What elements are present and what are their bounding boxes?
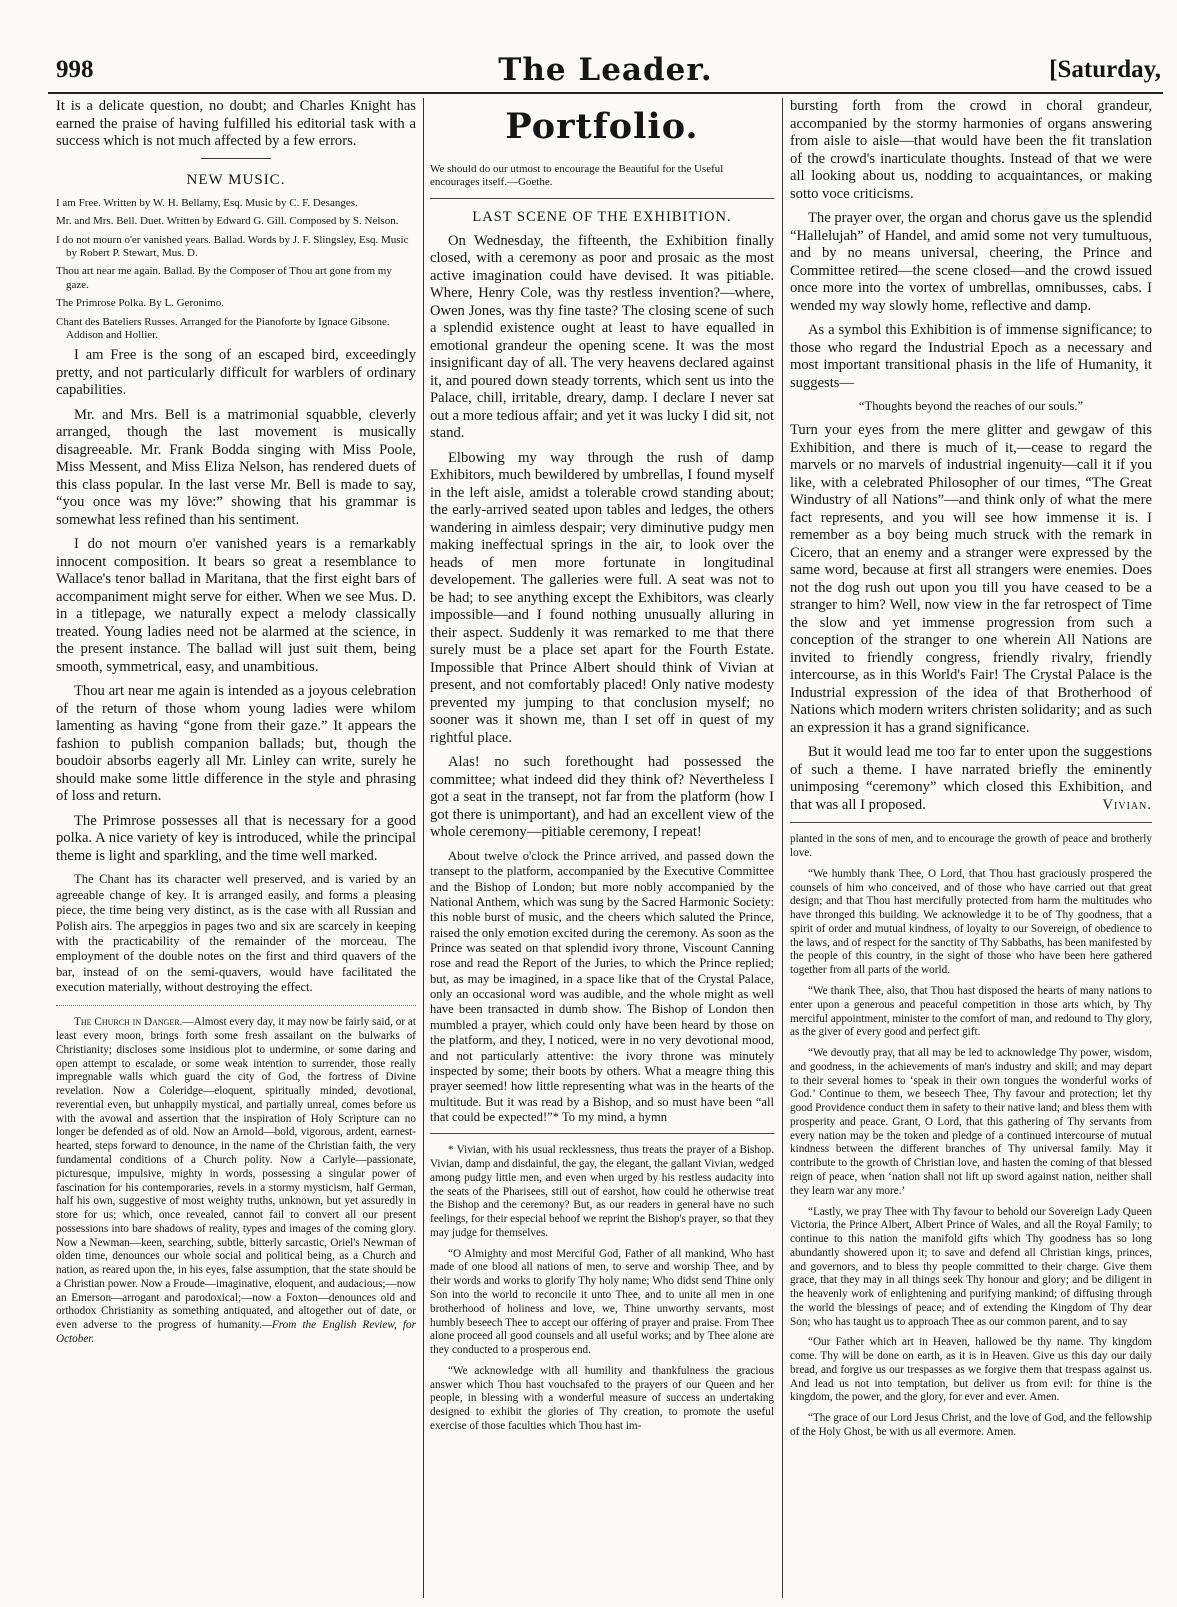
prayer-paragraph: “The grace of our Lord Jesus Christ, and the love of God, and the fellowship of the Holy Ghost, be with us all evermore. Amen. <box>790 1412 1152 1438</box>
column-divider <box>782 98 783 1598</box>
column-middle <box>430 98 774 1598</box>
masthead-bar <box>48 52 1163 94</box>
article-paragraph: Turn your eyes from the mere glitter and gewgaw of this Exhibition, and there is much of it,—cease to regard the marvels or no marvels of industrial ingenuity—call it if you like, with a celebrated Philosopher of our times, “The Great Windustry of all Nations”—and think only of what the mere fact represents, and you will see how immense it is. I remember as a boy being much struck with the remark in Cicero, that an enemy and a stranger were expressed by the same word, because at first all strangers were enemies. Does not the dog rush out upon you till you have ceased to be a stranger to him? Well, now view in the far retrospect of Time the slow and yet immense progression from such a conception of the stranger to one wherein All Nations are invited to friendly congress, friendly rivalry, friendly intercourse, as in this World's Fair! The Crystal Palace is the Industrial expression of the idea of that Brotherhood of Nations which modern writers christen solidarity; and as such an expression it has a grand significance. <box>790 422 1152 736</box>
column-left <box>56 98 416 1598</box>
column-right <box>790 98 1152 1598</box>
footnote-divider <box>430 1133 774 1134</box>
church-danger-source: —From the English Review, for October. <box>56 1319 416 1345</box>
column-divider <box>423 98 424 1598</box>
music-listing: The Primrose Polka. By L. Geronimo. <box>56 297 225 310</box>
intro-paragraph: It is a delicate question, no doubt; and Charles Knight has earned the praise of having fulfilled his editorial task with a success which is not much affected by a few errors. <box>56 98 416 149</box>
article-paragraph: On Wednesday, the fifteenth, the Exhibition finally closed, with a ceremony as poor and prosaic as the most active imagination could have devised. It was pitiable. Where, Henry Cole, was thy restless invention?—where, Owen Jones, was thy fine taste? The closing scene of such a splendid existence ought at least to have equalled in emotional grandeur the opening scene. It was the most insignificant day of all. The very heavens declared against it, and poured down steady torrents, which sent us into the Palace, chill, irritable, dreary, damp. I declare I never sat out a more tedious affair; and yet it was lucky I did sit, not stand. <box>430 232 774 442</box>
church-danger-lead: The Church in Danger. <box>74 1016 183 1029</box>
article-paragraph: Alas! no such forethought had possessed the committee; what indeed did they think of? Nevertheless I got a seat in the transept, not far from the platform (how I got there is unimportant), and had an excellent view of the whole ceremony—pitiable ceremony, I repeat! <box>430 754 774 841</box>
prayer-paragraph: “We acknowledge with all humility and thankfulness the gracious answer which Thou hast vouchsafed to the prayers of our Queen and her people, in blessing with a wonderful measure of success an undertaking designed to exhibit the glories of Thy creation, to promote the useful exercise of those faculties which Thou hast im- <box>430 1364 774 1432</box>
church-danger-paragraph <box>56 1016 416 1346</box>
footnote: * Vivian, with his usual recklessness, thus treats the prayer of a Bishop. Vivian, damp and disdainful, the gay, the elegant, the gallant Vivian, wedged among pudgy little men, and even when urged by his restless audacity into the seats of the Pharisees, still out of earshot, how could he otherwise treat the Bishop and the ceremony? But, as our readers in general have no such feelings, for their especial behoof we reprint the Bishop's prayer, so that they may judge for themselves. <box>430 1144 774 1239</box>
article-paragraph: But it would lead me too far to enter upon the suggestions of such a theme. I have narrated briefly the eminently unimposing “ceremony” which closed this Exhibition, and that was all I proposed. <box>790 744 1152 813</box>
verse-quote: “Thoughts beyond the reaches of our souls.” <box>858 399 1084 413</box>
article-paragraph: The prayer over, the organ and chorus gave us the splendid “Hallelujah” of Handel, and amid some not very tumultuous, and by no means universal, cheering, the Prince and Committee retired—the scene closed—and the crowd issued once more into the vortex of umbrellas, omnibusses, cabs. I wended my way slowly home, reflective and damp. <box>790 210 1152 314</box>
article-closing <box>790 744 1152 814</box>
prayer-paragraph: “O Almighty and most Merciful God, Father of all mankind, Who hast made of one blood all nations of men, to serve and worship Thee, and by their words and works to glorify Thy holy name; Who didst send Thine only Son into the world to reconcile it unto Thee, and to unite all men in one brotherhood of holiness and love, we, Thine unworthy servants, most humbly beseech Thee to accept our offering of prayer and praise. From Thee alone proceed all good counsels and all useful works; and by Thee alone are they conducted to a prosperous end. <box>430 1247 774 1357</box>
music-listing: Thou art near me again. Ballad. By the Composer of Thou art gone from my gaze. <box>56 265 392 291</box>
review-paragraph: Mr. and Mrs. Bell is a matrimonial squabble, cleverly arranged, though the last movement is musically disagreeable. Mr. Frank Bodda singing with Miss Poole, Miss Messent, and Miss Eliza Nelson, has rendered duets of this class popular. In the last verse Mr. Bell is made to say, “you once was my löve:” showing that his grammar is somewhat less refined than his sentiment. <box>56 406 416 528</box>
section-divider <box>790 822 1152 823</box>
music-listing: I do not mourn o'er vanished years. Ballad. Words by J. F. Slingsley, Esq. Music by Robert P. Stewart, Mus. D. <box>56 233 409 260</box>
prayer-paragraph: “Lastly, we pray Thee with Thy favour to behold our Sovereign Lady Queen Victoria, the Prince Albert, Albert Prince of Wales, and all the Royal Family; to continue to this nation the manifold gifts which Thy goodness has so long abundantly showered upon it; to save and defend all Christian kings, princes, and governors, and to bless thy people committed to their charge. Give them grace, that they may in all things seek Thy honour and glory; and be diligent in the heavenly work of enlightening and purifying mankind; of diffusing through the world the blessings of peace; and of extending the Kingdom of Thy dear Son; who has taught us to approach Thee as our common parent, and to say <box>790 1205 1152 1328</box>
issue-day: [Saturday, <box>1049 56 1161 83</box>
dotted-divider <box>56 1005 416 1006</box>
review-paragraph: The Chant has its character well preserved, and is varied by an agreeable change of key. It is arranged easily, and forms a pleasing piece, the time being very distinct, as is the case with all Russian and Polish airs. The arpeggios in pages two and six are scarcely in keeping with the practicability of the remainder of the morceau. The employment of the double notes on the first and third quavers of the bar, instead of on the semi-quavers, would have facilitated the execution materially, without destroying the effect. <box>56 872 416 994</box>
page-number: 998 <box>56 56 94 83</box>
article-paragraph: Elbowing my way through the rush of damp Exhibitors, much bewildered by umbrellas, I found myself in the left aisle, amidst a tolerable crowd standing about; the early-arrived seated upon tables and ledges, the others wandering in aimless despair; very diminutive pudgy men making ineffectual springs in the air, to look over the heads of men more fortunate in longitudinal developement. The galleries were full. A seat was not to be had; to see anything except the Exhibitors, was clearly impossible—and I found nothing unusually alluring in their aspect. Suddenly it was remarked to me that there surely must be a place set apart for the Fourth Estate. Impossible that Prince Albert should think of Vivian at present, and not comfortably placed! Only native modesty prevented my jumping to that conclusion myself; no sooner was it shown me, than I set off in quest of my rightful place. <box>430 449 774 746</box>
music-listing: Mr. and Mrs. Bell. Duet. Written by Edward G. Gill. Composed by S. Nelson. <box>56 215 399 228</box>
author-signature: Vivian. <box>1102 796 1152 813</box>
prayer-paragraph: planted in the sons of men, and to encourage the growth of peace and brotherly love. <box>790 833 1152 860</box>
article-paragraph: About twelve o'clock the Prince arrived, and passed down the transept to the platform, accompanied by the Executive Committee and the Bishop of London; but more nobly accompanied by the National Anthem, which was sung by the Sacred Harmonic Society: this noble burst of music, and the cheers which saluted the Prince, raised the only emotion excited during the ceremony. As soon as the Prince was seated on that splendid ivory throne, Viscount Canning rose and read the Report of the Juries, to which the Prince replied; but, as may be imagined, in a space like that of the Crystal Palace, only an occasional word was audible, and the whole might as well have been transacted in dumb show. The Bishop of London then mumbled a prayer, which could only have been heard by those on the platform, and they, I noticed, were in no very devotional mood, and not particularly attentive: the ivory throne was minutely inspected by some; their boots by others. What a meagre thing this prayer seemed! how little representing what was in the hearts of the multitude. But it was read by a Bishop, and so must have been “all that could be expected!”* To my mind, a hymn <box>430 848 774 1124</box>
article-paragraph: bursting forth from the crowd in choral grandeur, accompanied by the stormy harmonies of organs answering from aisle to aisle—that would have been the fit translation of the crowd's inarticulate thoughts. Instead of that we were all looking about us, nodding to acquaintances, or making sotto voce criticisms. <box>790 98 1152 202</box>
prayer-paragraph: “Our Father which art in Heaven, hallowed be thy name. Thy kingdom come. Thy will be done on earth, as it is in Heaven. Give us this day our daily bread, and forgive us our trespasses as we forgive them that trespass against us. And lead us not into temptation, but deliver us from evil: for thine is the kingdom, the power, and the glory, for ever and ever. Amen. <box>790 1336 1152 1404</box>
article-title: LAST SCENE OF THE EXHIBITION. <box>472 209 732 226</box>
article-paragraph: As a symbol this Exhibition is of immense significance; to those who regard the Industrial Epoch as a necessary and most important transitional phasis in the life of Humanity, it suggests— <box>790 322 1152 391</box>
review-paragraph: I am Free is the song of an escaped bird, exceedingly pretty, and not particularly difficult for warblers of ordinary capabilities. <box>56 347 416 399</box>
masthead-title: The Leader. <box>498 52 713 88</box>
portfolio-heading: Portfolio. <box>505 106 699 147</box>
prayer-paragraph: “We thank Thee, also, that Thou hast disposed the hearts of many nations to enter upon a generous and peaceful competition in those arts which, by Thy merciful appointment, minister to the comfort of man, and redound to Thy glory, as the giver of every good and perfect gift. <box>790 985 1152 1039</box>
music-listing: I am Free. Written by W. H. Bellamy, Esq. Music by C. F. Desanges. <box>56 196 358 209</box>
prayer-paragraph: “We humbly thank Thee, O Lord, that Thou hast graciously prospered the counsels of him who conceived, and of those who have carried out that great design; and that Thou hast mercifully protected from harm the multitudes who have thronged this building. We acknowledge it to be of Thy goodness, that a spirit of order and mutual kindness, of loyalty to our Sovereign, of obedience to the laws, and of respect for the sanctity of Thy Sabbaths, has been manifested by the people of this country, in the sight of those who have been here gathered together from all parts of the world. <box>790 867 1152 977</box>
review-paragraph: The Primrose possesses all that is necessary for a good polka. A nice variety of key is introduced, while the principal theme is light and sparkling, and the time well marked. <box>56 812 416 864</box>
new-music-heading: NEW MUSIC. <box>186 171 286 188</box>
section-divider <box>201 158 271 159</box>
portfolio-motto: We should do our utmost to encourage the Beautiful for the Useful encourages itself.—Goethe. <box>430 162 724 189</box>
review-paragraph: Thou art near me again is intended as a joyous celebration of the return of those whom young ladies were whilom lamenting as having “gone from their gaze.” It appears the fashion to publish companion ballads; but, though the boudoir absorbs eagerly all Mr. Linley can write, surely he should make some little difference in the style and phrasing of loss and return. <box>56 683 416 805</box>
prayer-paragraph: “We devoutly pray, that all may be led to acknowledge Thy power, wisdom, and goodness, in the achievements of man's industry and skill; and may depart to their several homes to ‘speak in their own tongues the wonderful works of God.’ Continue to them, we beseech Thee, Thy favour and protection; let thy good Providence conduct them in safety to their native land; and bless them with prosperity and peace. Grant, O Lord, that this gathering of Thy servants from every nation may be the token and pledge of a continued intercourse of mutual kindness between the different branches of Thy universal family. May it contribute to the growth of Christian love, and hasten the coming of that blessed reign of peace, when ‘nation shall not lift up sword against nation, neither shall they learn war any more.’ <box>790 1047 1152 1197</box>
review-paragraph: I do not mourn o'er vanished years is a remarkably innocent composition. It bears so great a resemblance to Wallace's tenor ballad in Maritana, that the first eight bars of accompaniment might serve for either. When we see Mus. D. in a titlepage, we naturally expect a melody classically treated. Young ladies need not be alarmed at the science, in the present instance. The ballad will just suit them, being smooth, symmetrical, easy, and unambitious. <box>56 536 416 675</box>
section-divider <box>430 198 774 199</box>
music-listing: Chant des Bateliers Russes. Arranged for the Pianoforte by Ignace Gibsone. Addison and Hollier. <box>56 315 390 342</box>
church-danger-body: —Almost every day, it may now be fairly said, or at least every moon, brings forth some fresh assailant on the bulwarks of Christianity; discloses some insidious plot to undermine, or some daring and open attempt to escalade, or some weak intention to surrender, those really impregnable walls which guard the city of God, the fortress of Divine revelation. Now a Coleridge—eloquent, spiritually minded, devotional, reverential even, but unhappily mystical, and partially unreal, comes before us with the avowal and assertion that the inspiration of Holy Scripture can no longer be defended as of old. Now an Arnold—bold, vigorous, ardent, earnest-hearted, steps forward to denounce, in the name of the Christian faith, the very fundamental conditions of a Church polity. Now a Carlyle—passionate, picturesque, impulsive, mighty in words, possessing a singular power of fascination for his contemporaries, revels in a stormy mysticism, half German, half his own, suggestive of most weighty truths, unknown, but yet assuredly in store for us; which, once revealed, cannot fail to convert all our present possessions into bare shadows of reality, types and images of the coming glory. Now a Newman—keen, searching, subtle, bitterly sarcastic, Oriel's Newman of olden time, denounces our whole social and political being, as a Church and nation, as reared upon the, in his eyes, false assumption, that the state should be a Christian power. Now a Froude—imaginative, eloquent, and audacious;—now an Emerson—arrogant and parodoxical;—now a Foxton—denounces old and orthodox Christianity as something antiquated, and altogether out of date, or even adverse to the progress of humanity. <box>56 1016 416 1332</box>
